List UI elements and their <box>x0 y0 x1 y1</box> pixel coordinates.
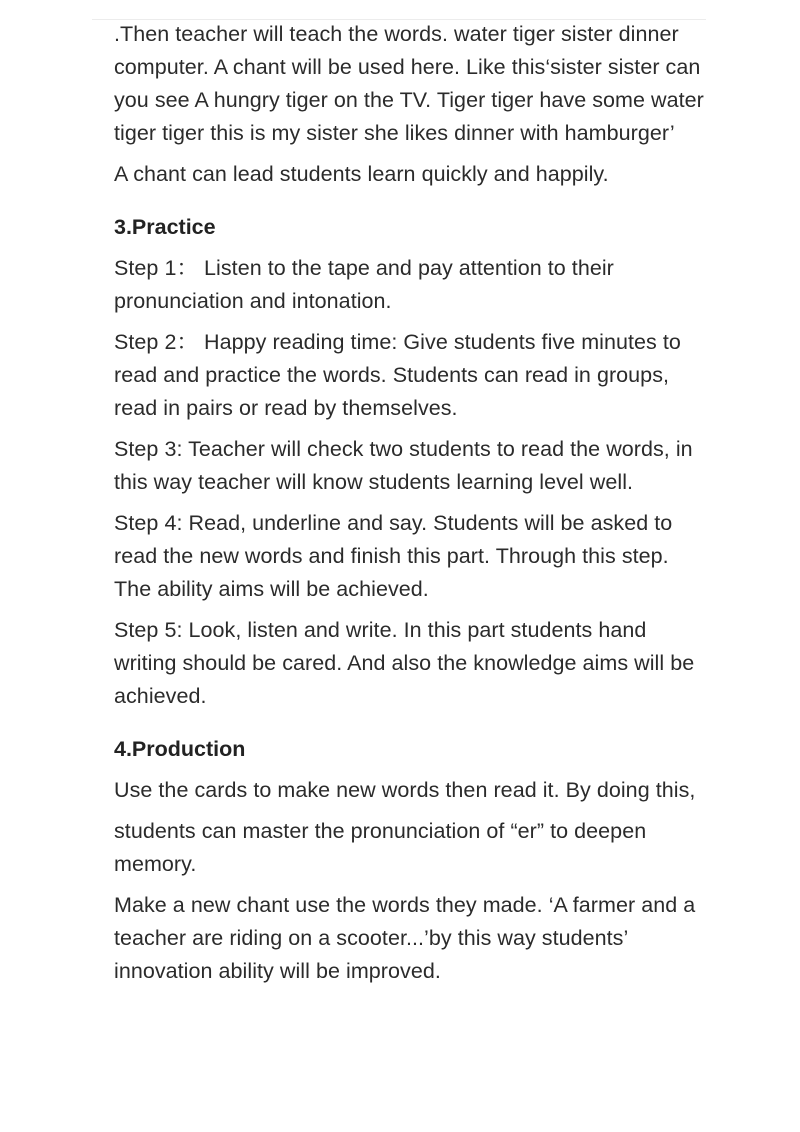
practice-heading: 3.Practice <box>114 215 216 239</box>
practice-step-2: Step 2： Happy reading time: Give students five minutes to read and practice the words. Students can read in groups, read in pairs or read by themselves. <box>114 330 681 420</box>
document-body <box>114 18 704 996</box>
practice-step-1: Step 1： Listen to the tape and pay attention to their pronunciation and intonation. <box>114 256 614 313</box>
production-heading: 4.Production <box>114 737 246 761</box>
intro-paragraph-summary: A chant can lead students learn quickly and happily. <box>114 162 609 186</box>
production-paragraph-2: students can master the pronunciation of “er” to deepen memory. <box>114 819 647 876</box>
practice-step-4: Step 4: Read, underline and say. Students will be asked to read the new words and finish this part. Through this step. The ability aims will be achieved. <box>114 511 673 601</box>
production-paragraph-3: Make a new chant use the words they made. ‘A farmer and a teacher are riding on a scooter...’by this way students’ innovation ability will be improved. <box>114 893 696 983</box>
production-paragraph-1: Use the cards to make new words then read it. By doing this, <box>114 778 696 802</box>
practice-step-5: Step 5: Look, listen and write. In this part students hand writing should be cared. And also the knowledge aims will be achieved. <box>114 618 695 708</box>
intro-paragraph-chant: .Then teacher will teach the words. water tiger sister dinner computer. A chant will be used here. Like this‘sister sister can you see A hungry tiger on the TV. Tiger tiger have some water tiger tiger this is my sister she likes dinner with hamburger’ <box>114 22 704 145</box>
practice-step-3: Step 3: Teacher will check two students to read the words, in this way teacher will know students learning level well. <box>114 437 693 494</box>
